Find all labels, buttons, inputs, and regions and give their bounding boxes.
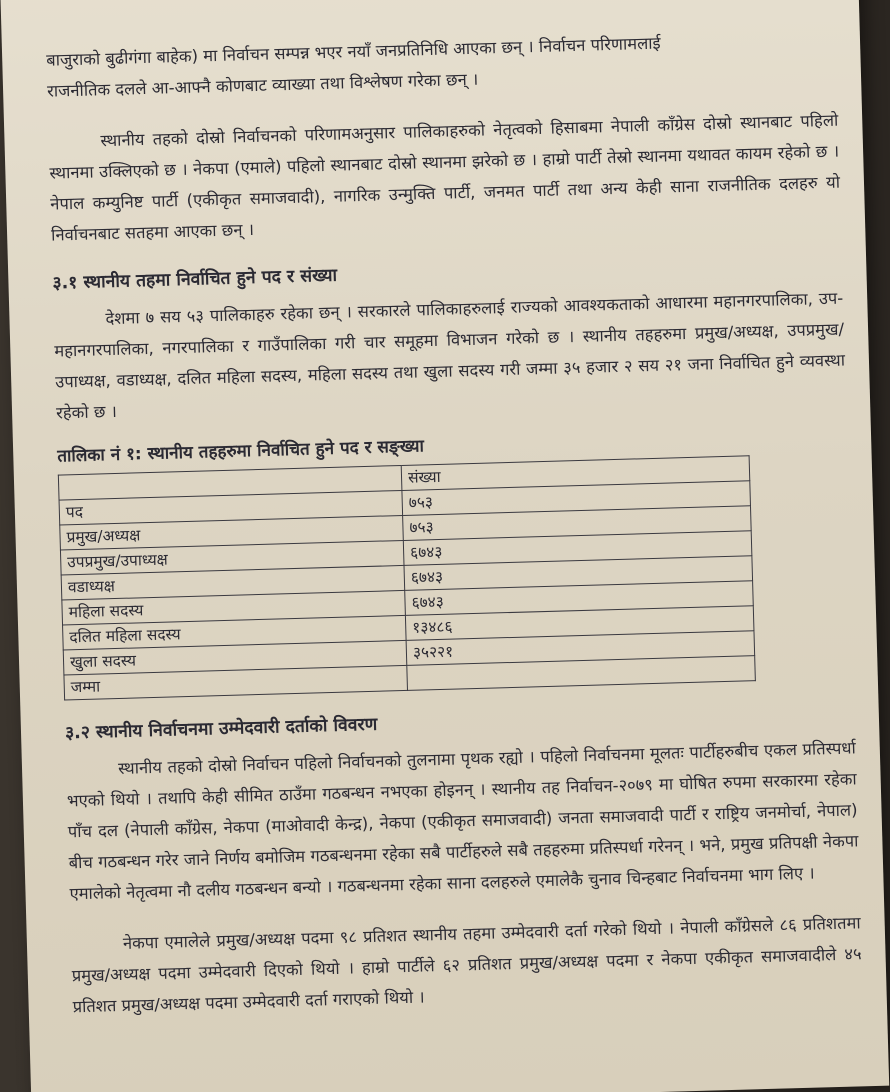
table-cell-post: पद xyxy=(59,490,403,525)
table-cell-post: महिला सदस्य xyxy=(62,590,406,625)
section-3-1-paragraph: देशमा ७ सय ५३ पालिकाहरु रहेका छन् । सरकारले पालिकाहरुलाई राज्यको आवश्यकताको आधारमा महानगरपालिका, उप-महानगरपालिका, नगरपालिका र गाउँपालिका गरी चार समूहमा विभाजन गरेको छ । स्थानीय तहहरुमा प्रमुख/अध्यक्ष, उपप्रमुख/उपाध्यक्ष, वडाध्यक्ष, दलित महिला सदस्य, महिला सदस्य तथा खुला सदस्य गरी जम्मा ३५ हजार २ सय २१ जना निर्वाचित हुने व्यवस्था रहेको छ । xyxy=(54,288,846,423)
intro-line-2: राजनीतिक दलले आ-आफ्नै कोणबाट व्याख्या तथा विश्लेषण गरेका छन् । xyxy=(46,69,479,101)
table-cell-count: ६७४३ xyxy=(404,556,753,591)
table-cell-count: ७५३ xyxy=(403,506,752,541)
table-cell-count: ६७४३ xyxy=(405,581,754,616)
table-cell-count: ७५३ xyxy=(402,481,751,516)
section-3-2-paragraph-1: स्थानीय तहको दोस्रो निर्वाचन पहिलो निर्वाचनको तुलनामा पृथक रह्यो । पहिलो निर्वाचनमा मूलतः पार्टीहरुबीच एकल प्रतिस्पर्धा भएको थियो । तथापि केही सीमित ठाउँमा गठबन्धन नभएका होइनन् । स्थानीय तह निर्वाचन-२०७९ मा घोषित रुपमा सरकारमा रहेका पाँच दल (नेपाली काँग्रेस, नेकपा (माओवादी केन्द्र), नेकपा (एकीकृत समाजवादी) जनता समाजवादी पार्टी र राष्ट्रिय जनमोर्चा, नेपाल) बीच गठबन्धन गरेर जाने निर्णय बमोजिम गठबन्धनमा रहेका सबै पार्टीहरुले सबै तहहरुमा प्रतिस्पर्धा गरेनन् । भने, प्रमुख प्रतिपक्षी नेकपा एमालेको नेतृत्वमा नौ दलीय गठबन्धन बन्यो । गठबन्धनमा रहेका साना दलहरुले एमालेकै चुनाव चिन्हबाट निर्वाचनमा भाग लिए । xyxy=(66,738,859,904)
table-cell-count: संख्या xyxy=(401,456,750,491)
table-cell-post: जम्मा xyxy=(64,665,408,700)
table-cell-post: उपप्रमुख/उपाध्यक्ष xyxy=(60,540,404,575)
intro-paragraph-2: स्थानीय तहको दोस्रो निर्वाचनको परिणामअनुसार पालिकाहरुको नेतृत्वको हिसाबमा नेपाली काँग्रेस दोस्रो स्थानबाट पहिलो स्थानमा उक्लिएको छ । नेकपा (एमाले) पहिलो स्थानबाट दोस्रो स्थानमा झरेको छ । हाम्रो पार्टी तेस्रो स्थानमा यथावत कायम रहेको छ । नेपाल कम्युनिष्ट पार्टी (एकीकृत समाजवादी), नागरिक उन्मुक्ति पार्टी, जनमत पार्टी तथा अन्य केही साना राजनीतिक दलहरु यो निर्वाचनबाट सतहमा आएका छन् । xyxy=(49,110,841,245)
table-cell-post: वडाध्यक्ष xyxy=(61,565,405,600)
intro-paragraph-1 xyxy=(46,23,837,107)
table-cell-post: प्रमुख/अध्यक्ष xyxy=(60,515,404,550)
page-content xyxy=(46,23,863,1023)
table-cell-post: दलित महिला सदस्य xyxy=(63,615,407,650)
section-3-2-paragraph-2: नेकपा एमालेले प्रमुख/अध्यक्ष पदमा ९८ प्रतिशत स्थानीय तहमा उम्मेदवारी दर्ता गरेको थियो । नेपाली काँग्रेसले ८६ प्रतिशतमा प्रमुख/अध्यक्ष पदमा उम्मेदवारी दिएको थियो । हाम्रो पार्टीले ६२ प्रतिशत प्रमुख/अध्यक्ष पदमा र नेकपा एकीकृत समाजवादीले ४५ प्रतिशत प्रमुख/अध्यक्ष पदमा उम्मेदवारी दर्ता गराएको थियो । xyxy=(71,913,862,1017)
table-cell-post: खुला सदस्य xyxy=(63,640,407,675)
table-cell-count: ६७४३ xyxy=(403,531,752,566)
intro-line-1: बाजुराको बुढीगंगा बाहेक) मा निर्वाचन सम्पन्न भएर नयाँ जनप्रतिनिधि आएका छन् । निर्वाचन परिणामलाई xyxy=(45,33,661,70)
section-3-1-heading: ३.१ स्थानीय तहमा निर्वाचित हुने पद र संख्या xyxy=(52,265,338,294)
positions-table xyxy=(58,455,756,700)
table-cell-count: ३५२२१ xyxy=(406,631,755,666)
section-3-2-heading: ३.२ स्थानीय निर्वाचनमा उम्मेदवारी दर्ताको विवरण xyxy=(64,714,378,744)
table-caption: तालिका नं १: स्थानीय तहहरुमा निर्वाचित हुने पद र सङ्ख्या xyxy=(57,436,425,467)
table-cell-count: १३४८६ xyxy=(405,606,754,641)
